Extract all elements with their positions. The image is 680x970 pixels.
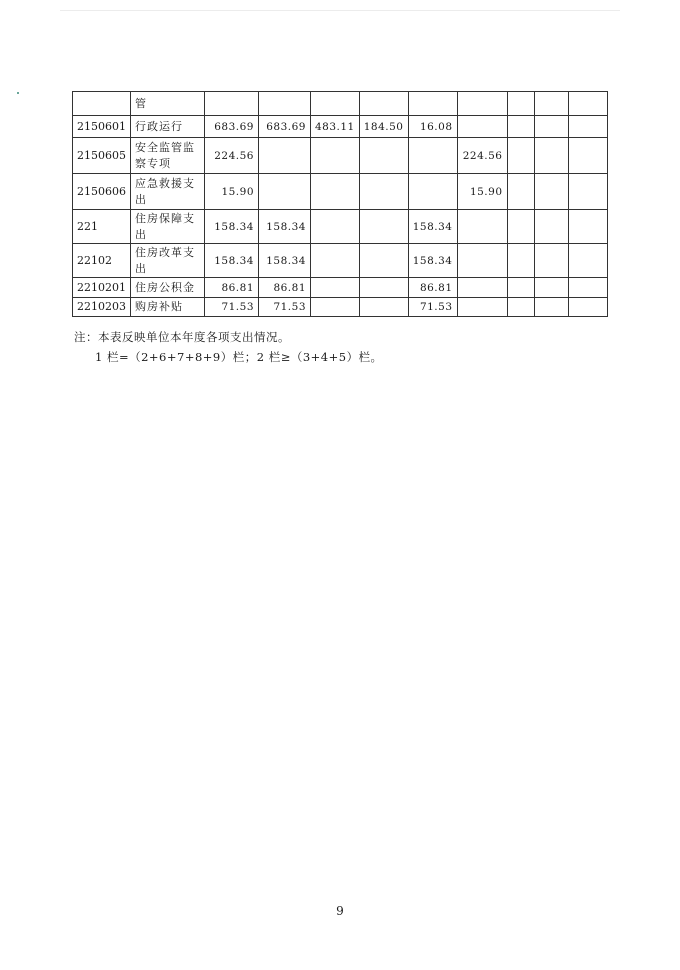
amount-cell: 683.69: [205, 116, 259, 138]
column-formula-note: 1 栏=（2+6+7+8+9）栏；2 栏≥（3+4+5）栏。: [95, 350, 383, 364]
scan-mark: [17, 92, 19, 94]
amount-cell: 483.11: [311, 116, 360, 138]
amount-cell: [534, 92, 568, 116]
expenditure-table: [72, 91, 608, 317]
amount-cell: [534, 298, 568, 317]
subject-name-cell: 住房保障支出: [131, 210, 205, 244]
page-number: 9: [336, 904, 344, 918]
subject-code-cell: 2150606: [73, 174, 131, 210]
table-row: [73, 116, 608, 138]
amount-cell: 158.34: [205, 244, 259, 278]
amount-cell: 184.50: [359, 116, 408, 138]
amount-cell: [507, 278, 534, 298]
amount-cell: [457, 116, 507, 138]
subject-name-cell: 住房改革支出: [131, 244, 205, 278]
amount-cell: 158.34: [408, 244, 457, 278]
amount-cell: [259, 92, 311, 116]
amount-cell: [311, 138, 360, 174]
subject-code-cell: 2150605: [73, 138, 131, 174]
amount-cell: [457, 210, 507, 244]
amount-cell: 683.69: [259, 116, 311, 138]
amount-cell: 158.34: [259, 210, 311, 244]
amount-cell: 71.53: [259, 298, 311, 317]
amount-cell: [359, 92, 408, 116]
amount-cell: [311, 210, 360, 244]
amount-cell: [534, 174, 568, 210]
amount-cell: [311, 92, 360, 116]
subject-name-cell: 管: [131, 92, 205, 116]
page-edge: [60, 10, 620, 11]
subject-code-cell: 22102: [73, 244, 131, 278]
amount-cell: [359, 210, 408, 244]
table-row: [73, 210, 608, 244]
amount-cell: [359, 138, 408, 174]
amount-cell: [568, 174, 607, 210]
amount-cell: [534, 138, 568, 174]
amount-cell: [311, 244, 360, 278]
amount-cell: [457, 244, 507, 278]
amount-cell: [568, 244, 607, 278]
amount-cell: 71.53: [408, 298, 457, 317]
table-row: [73, 174, 608, 210]
amount-cell: [507, 298, 534, 317]
amount-cell: [359, 278, 408, 298]
amount-cell: [568, 92, 607, 116]
table-body: [73, 92, 608, 317]
amount-cell: [205, 92, 259, 116]
amount-cell: [359, 174, 408, 210]
amount-cell: 86.81: [408, 278, 457, 298]
amount-cell: 16.08: [408, 116, 457, 138]
amount-cell: 224.56: [205, 138, 259, 174]
table-row: [73, 278, 608, 298]
amount-cell: [568, 278, 607, 298]
subject-name-cell: 购房补贴: [131, 298, 205, 317]
amount-cell: [507, 244, 534, 278]
subject-name-cell: 行政运行: [131, 116, 205, 138]
amount-cell: [507, 210, 534, 244]
amount-cell: 15.90: [205, 174, 259, 210]
amount-cell: [408, 138, 457, 174]
amount-cell: 224.56: [457, 138, 507, 174]
subject-code-cell: 2210203: [73, 298, 131, 317]
amount-cell: 158.34: [259, 244, 311, 278]
amount-cell: [534, 210, 568, 244]
amount-cell: [507, 116, 534, 138]
subject-code-cell: [73, 92, 131, 116]
amount-cell: [534, 244, 568, 278]
amount-cell: [259, 174, 311, 210]
table-row: [73, 92, 608, 116]
table-row: [73, 138, 608, 174]
amount-cell: [311, 278, 360, 298]
amount-cell: [359, 298, 408, 317]
amount-cell: [457, 92, 507, 116]
amount-cell: [568, 210, 607, 244]
subject-name-cell: 住房公积金: [131, 278, 205, 298]
subject-code-cell: 221: [73, 210, 131, 244]
amount-cell: [457, 298, 507, 317]
amount-cell: 71.53: [205, 298, 259, 317]
amount-cell: 86.81: [259, 278, 311, 298]
amount-cell: [259, 138, 311, 174]
amount-cell: [568, 298, 607, 317]
amount-cell: [568, 138, 607, 174]
amount-cell: [457, 278, 507, 298]
amount-cell: [359, 244, 408, 278]
amount-cell: 158.34: [205, 210, 259, 244]
amount-cell: 15.90: [457, 174, 507, 210]
amount-cell: 86.81: [205, 278, 259, 298]
amount-cell: [507, 174, 534, 210]
subject-name-cell: 应急救援支出: [131, 174, 205, 210]
amount-cell: [507, 138, 534, 174]
amount-cell: [311, 298, 360, 317]
amount-cell: [534, 116, 568, 138]
amount-cell: [408, 92, 457, 116]
amount-cell: [507, 92, 534, 116]
subject-code-cell: 2210201: [73, 278, 131, 298]
amount-cell: [311, 174, 360, 210]
subject-code-cell: 2150601: [73, 116, 131, 138]
amount-cell: [568, 116, 607, 138]
table-note: 注：本表反映单位本年度各项支出情况。: [74, 330, 290, 344]
table-row: [73, 298, 608, 317]
amount-cell: 158.34: [408, 210, 457, 244]
amount-cell: [408, 174, 457, 210]
table-row: [73, 244, 608, 278]
amount-cell: [534, 278, 568, 298]
subject-name-cell: 安全监管监察专项: [131, 138, 205, 174]
